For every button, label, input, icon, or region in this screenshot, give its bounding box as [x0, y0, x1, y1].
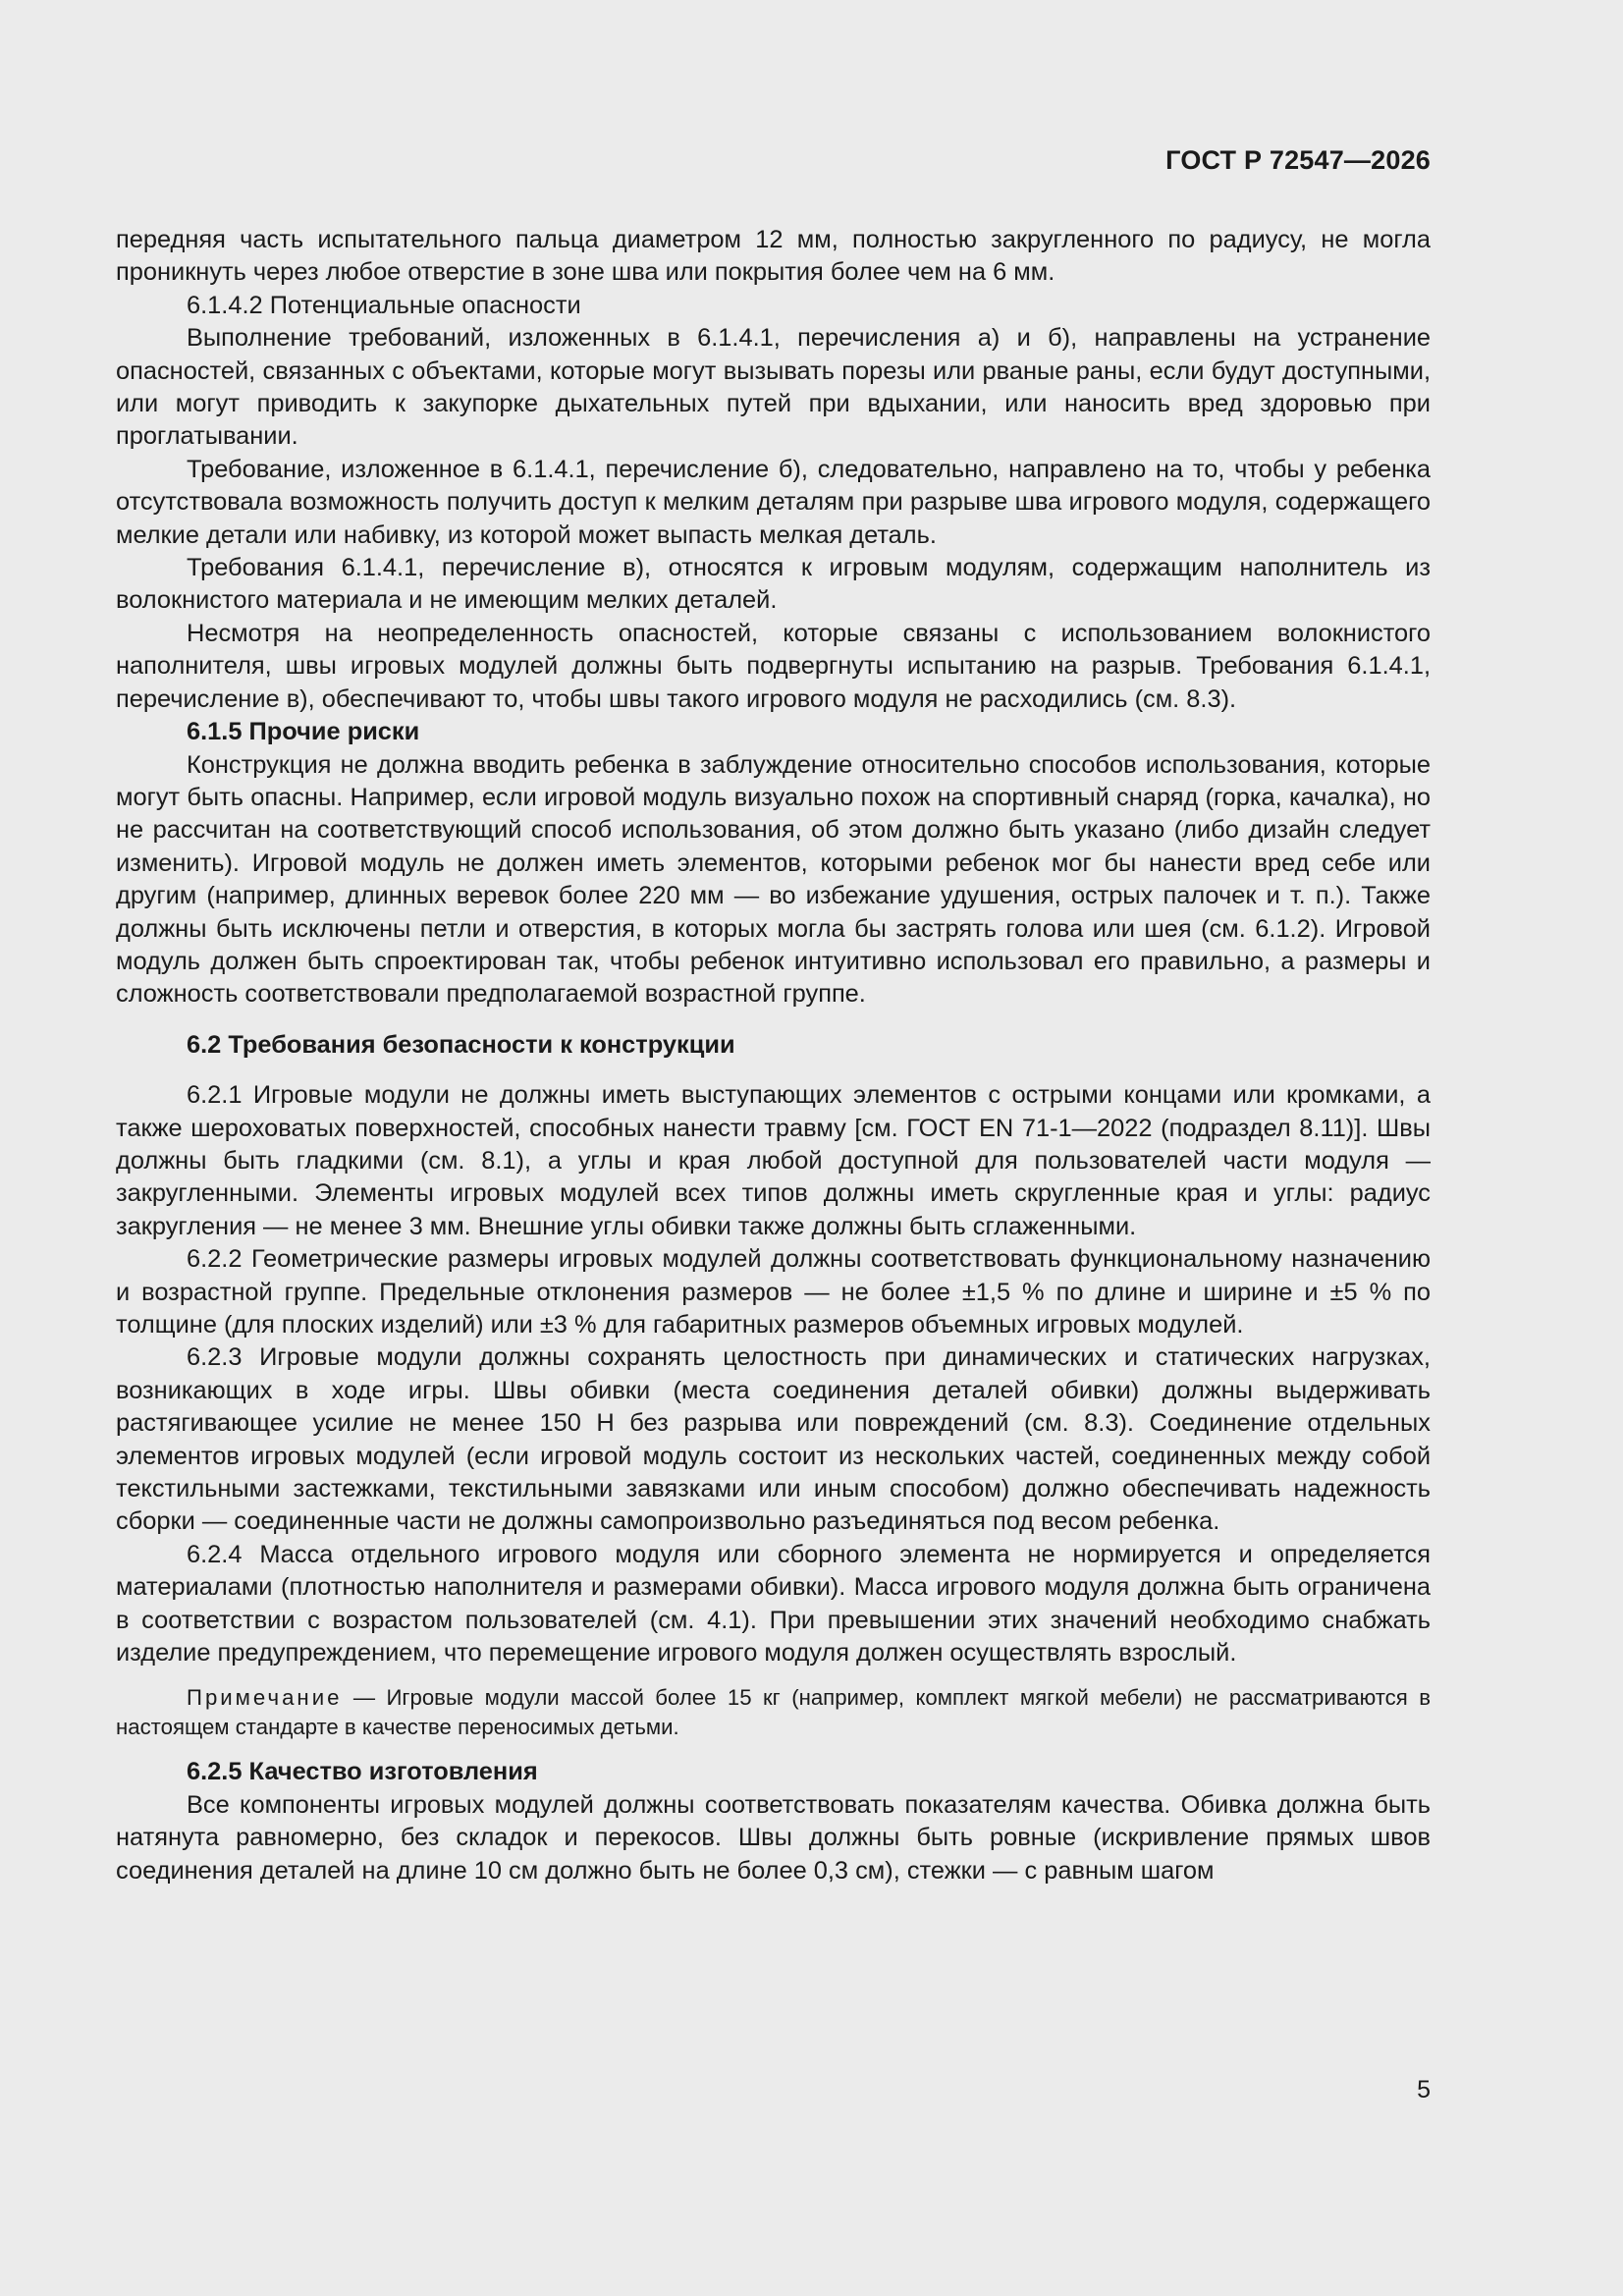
paragraph: передняя часть испытательного пальца диаметром 12 мм, полностью закругленного по радиусу, не могла проникнуть через любое отверстие в зоне шва или покрытия более чем на 6 мм.	[116, 226, 1431, 287]
paragraph-6-2-1: 6.2.1 Игровые модули не должны иметь выступающих элементов с острыми концами или кромками, а также шероховатых поверхностей, способных нанести травму [см. ГОСТ EN 71-1—2022 (подраздел 8.11)]. Швы должны быть гладкими (см. 8.1), а углы и края любой доступной для пользователей части модуля — закругленными. Элементы игровых модулей всех типов должны иметь скругленные края и углы: радиус закругления — не менее 3 мм. Внешние углы обивки также должны быть сглаженными.	[116, 1081, 1431, 1240]
paragraph-6-2-2: 6.2.2 Геометрические размеры игровых модулей должны соответствовать функциональному назначению и возрастной группе. Предельные отклонения размеров — не более ±1,5 % по длине и ширине и ±5 % по толщине (для плоских изделий) или ±3 % для габаритных размеров объемных игровых модулей.	[116, 1245, 1431, 1339]
section-heading-6-2-5: 6.2.5 Качество изготовления	[187, 1758, 538, 1786]
paragraph: Несмотря на неопределенность опасностей, которые связаны с использованием волокнистого наполнителя, швы игровых модулей должны быть подвергнуты испытанию на разрыв. Требования 6.1.4.1, перечисление в), обеспечивают то, чтобы швы такого игрового модуля не расходились (см. 8.3).	[116, 619, 1431, 713]
paragraph: Требования 6.1.4.1, перечисление в), относятся к игровым модулям, содержащим наполнитель из волокнистого материала и не имеющим мелких деталей.	[116, 554, 1431, 615]
note	[116, 1683, 1431, 1742]
page-number: 5	[1417, 2076, 1431, 2104]
paragraph: Конструкция не должна вводить ребенка в заблуждение относительно способов использования, которые могут быть опасны. Например, если игровой модуль визуально похож на спортивный снаряд (горка, качалка), но не рассчитан на соответствующий способ использования, об этом должно быть указано (либо дизайн следует изменить). Игровой модуль не должен иметь элементов, которыми ребенок мог бы нанести вред себе или другим (например, длинных веревок более 220 мм — во избежание удушения, острых палочек и т. п.). Также должны быть исключены петли и отверстия, в которых могла бы застрять голова или шея (см. 6.1.2). Игровой модуль должен быть спроектирован так, чтобы ребенок интуитивно использовал его правильно, а размеры и сложность соответствовали предполагаемой возрастной группе.	[116, 750, 1431, 1009]
paragraph: Требование, изложенное в 6.1.4.1, перечисление б), следовательно, направлено на то, чтобы у ребенка отсутствовала возможность получить доступ к мелким деталям при разрыве шва игрового модуля, содержащего мелкие детали или набивку, из которой может выпасть мелкая деталь.	[116, 455, 1431, 549]
paragraph: Выполнение требований, изложенных в 6.1.4.1, перечисления а) и б), направлены на устранение опасностей, связанных с объектами, которые могут вызывать порезы или рваные раны, если будут доступными, или могут приводить к закупорке дыхательных путей при вдыхании, или наносить вред здоровью при проглатывании.	[116, 324, 1431, 451]
document-body	[116, 224, 1431, 1887]
document-header: ГОСТ Р 72547—2026	[1165, 145, 1431, 175]
paragraph-6-2-3: 6.2.3 Игровые модули должны сохранять целостность при динамических и статических нагрузках, возникающих в ходе игры. Швы обивки (места соединения деталей обивки) должны выдерживать растягивающее усилие не менее 150 Н без разрыва или повреждений (см. 8.3). Соединение отдельных элементов игровых модулей (если игровой модуль состоит из нескольких частей, соединенных между собой текстильными застежками, текстильными завязками или иным способом) должно обеспечивать надежность сборки — соединенные части не должны самопроизвольно разъединяться под весом ребенка.	[116, 1343, 1431, 1536]
note-text: — Игровые модули массой более 15 кг (например, комплект мягкой мебели) не рассматриваются в настоящем стандарте в качестве переносимых детьми.	[116, 1685, 1431, 1740]
section-heading-6-1-5: 6.1.5 Прочие риски	[187, 718, 420, 746]
paragraph: Все компоненты игровых модулей должны соответствовать показателям качества. Обивка должна быть натянута равномерно, без складок и перекосов. Швы должны быть ровные (искривление прямых швов соединения деталей на длине 10 см должно быть не более 0,3 см), стежки — с равным шагом	[116, 1790, 1431, 1885]
paragraph-6-2-4: 6.2.4 Масса отдельного игрового модуля или сборного элемента не нормируется и определяется материалами (плотностью наполнителя и размерами обивки). Масса игрового модуля должна быть ограничена в соответствии с возрастом пользователей (см. 4.1). При превышении этих значений необходимо снабжать изделие предупреждением, что перемещение игрового модуля должен осуществлять взрослый.	[116, 1540, 1431, 1667]
subclause-title-6-1-4-2: 6.1.4.2 Потенциальные опасности	[187, 291, 581, 319]
note-label: Примечание	[187, 1685, 343, 1711]
section-heading-6-2: 6.2 Требования безопасности к конструкции	[187, 1030, 735, 1059]
